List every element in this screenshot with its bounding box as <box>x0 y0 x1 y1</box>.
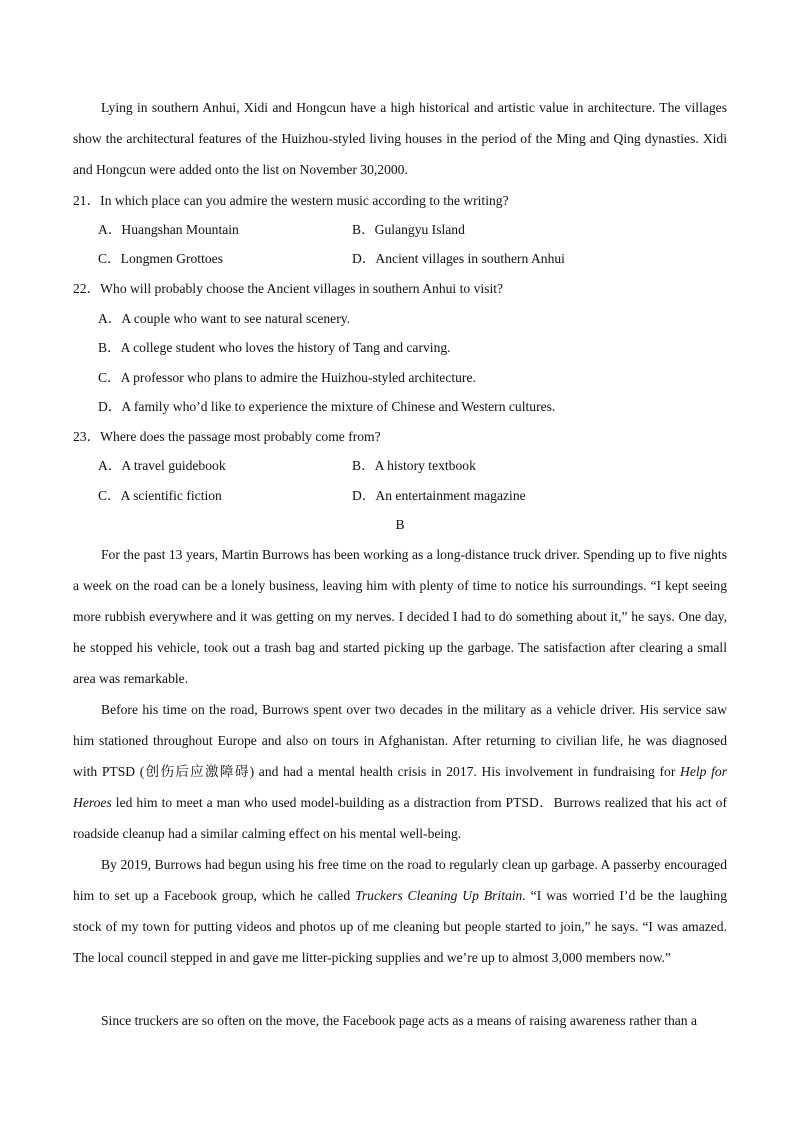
option-text: Longmen Grottoes <box>120 251 223 266</box>
question-21-option-b[interactable] <box>352 221 465 239</box>
option-text: A couple who want to see natural scenery. <box>121 311 351 326</box>
question-23-stem: 23．Where does the passage most probably come from? <box>73 429 381 444</box>
option-text: Ancient villages in southern Anhui <box>375 251 565 266</box>
option-letter: A． <box>98 311 122 326</box>
option-text: A travel guidebook <box>121 458 226 473</box>
intro-paragraph: Lying in southern Anhui, Xidi and Hongcun have a high historical and artistic value in architecture. The villages show the architectural features of the Huizhou-styled living houses in the period of the Ming and Qing dynasties. Xidi and Hongcun were added onto the list on November 30,2000. <box>73 100 727 177</box>
option-letter: D． <box>98 399 122 414</box>
option-letter: A． <box>98 458 122 473</box>
question-22-option-d[interactable] <box>98 398 555 416</box>
question-22-option-b[interactable] <box>98 339 451 357</box>
question-21-option-d[interactable] <box>352 250 565 268</box>
option-letter: C． <box>98 370 121 385</box>
option-letter: D． <box>352 251 376 266</box>
paragraph-text: led him to meet a man who used model-building as a distraction from PTSD．Burrows realized that his act of roadside cleanup had a similar calming effect on his mental well-being. <box>73 795 727 841</box>
paragraph-text: Before his time on the road, Burrows spent over two decades in the military as a vehicle driver. His service saw him stationed throughout Europe and also on tours in Afghanistan. After returning to civilian life, he was diagnosed with PTSD (创伤后应激障碍) and had a mental health crisis in 2017. His involvement in fundraising for <box>73 702 727 779</box>
question-21-stem: 21．In which place can you admire the western music according to the writing? <box>73 193 509 208</box>
option-text: Huangshan Mountain <box>121 222 239 237</box>
option-letter: C． <box>98 488 121 503</box>
option-text: An entertainment magazine <box>375 488 526 503</box>
question-21-option-a[interactable] <box>98 221 239 239</box>
section-label: B <box>395 517 405 532</box>
question-22-option-a[interactable] <box>98 310 350 328</box>
option-text: A history textbook <box>374 458 476 473</box>
passage-b-paragraph-1: For the past 13 years, Martin Burrows has been working as a long-distance truck driver. Spending up to five nights a week on the road can be a lonely business, leaving him with plenty of time to notice his surroundings. “I kept seeing more rubbish everywhere and it was getting on my nerves. I decided I had to do something about it,” he says. One day, he stopped his vehicle, took out a trash bag and started picking up the garbage. The satisfaction after clearing a small area was remarkable. <box>73 547 727 686</box>
question-23-option-a[interactable] <box>98 457 226 475</box>
option-letter: B． <box>352 222 375 237</box>
charity-name: Help for Heroes <box>73 764 727 810</box>
option-text: A family who’d like to experience the mixture of Chinese and Western cultures. <box>121 399 556 414</box>
question-23-option-b[interactable] <box>352 457 476 475</box>
question-23-option-d[interactable] <box>352 487 526 505</box>
option-letter: C． <box>98 251 121 266</box>
passage-b-paragraph-4: Since truckers are so often on the move, the Facebook page acts as a means of raising awareness rather than a <box>101 1013 698 1028</box>
group-name: Truckers Cleaning Up Britain. <box>355 888 526 903</box>
question-21-option-c[interactable] <box>98 250 223 268</box>
passage-b-paragraph-2 <box>73 694 727 849</box>
paragraph-text: By 2019, Burrows had begun using his free time on the road to regularly clean up garbage. A passerby encouraged him to set up a Facebook group, which he called <box>73 857 727 903</box>
option-letter: D． <box>352 488 376 503</box>
option-text: Gulangyu Island <box>374 222 465 237</box>
option-text: A college student who loves the history of Tang and carving. <box>120 340 451 355</box>
option-letter: A． <box>98 222 122 237</box>
question-23-option-c[interactable] <box>98 487 222 505</box>
paragraph-text: “I was worried I’d be the laughing stock of my town for putting videos and photos up of me cleaning but people started to join,” he says. “I was amazed. The local council stepped in and gave me litter-picking supplies and we’re up to almost 3,000 members now.” <box>73 888 727 965</box>
question-22-option-c[interactable] <box>98 369 476 387</box>
passage-b-paragraph-3 <box>73 849 727 973</box>
option-text: A professor who plans to admire the Huizhou-styled architecture. <box>120 370 476 385</box>
option-text: A scientific fiction <box>120 488 222 503</box>
option-letter: B． <box>352 458 375 473</box>
question-22-stem: 22．Who will probably choose the Ancient villages in southern Anhui to visit? <box>73 281 504 296</box>
option-letter: B． <box>98 340 121 355</box>
